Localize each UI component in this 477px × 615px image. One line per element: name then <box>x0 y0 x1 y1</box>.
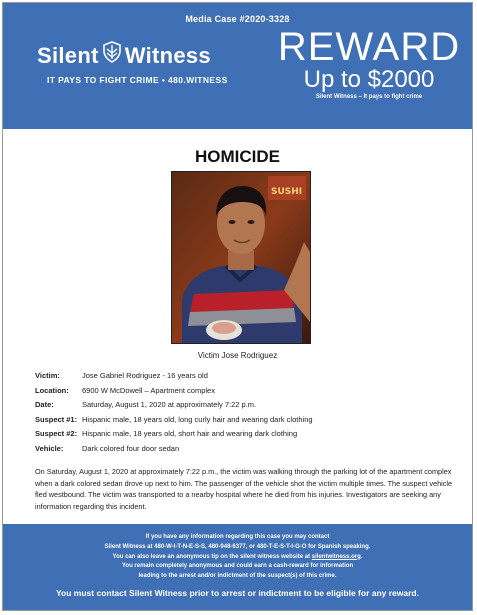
detail-label: Location: <box>35 385 69 395</box>
media-case-number: Media Case #2020-3328 <box>185 14 290 24</box>
contact-line-3-end: . <box>360 553 363 560</box>
photo-caption: Victim Jose Rodriguez <box>197 351 278 360</box>
eligibility-notice: You must contact Silent Witness prior to arrest or indictment to be eligible for any reward. <box>56 588 419 598</box>
detail-label: Victim: <box>35 371 60 380</box>
detail-value: 6900 W McDowell – Apartment complex <box>82 385 215 395</box>
detail-row-vehicle <box>35 444 455 459</box>
contact-line-5: leading to the arrest and/or indictment of the suspect(s) of this crime. <box>138 573 337 580</box>
shield-logo-icon <box>102 41 122 69</box>
case-narrative: On Saturday, August 1, 2020 at approximately 7:22 p.m., the victim was walking through the parking lot of the apartment complex when a dark colored sedan drove up next to him. The passenger of the vehicle shot the victim multiple times. The suspect vehicle fled westbound. The victim was transported to a nearby hospital where he died from his injuries. Investigators are seeking any information regarding this incident. <box>35 467 453 511</box>
detail-value: Hispanic male, 18 years old, short hair and wearing dark clothing <box>82 429 298 438</box>
contact-line-1: If you have any information regarding this case you may contact <box>145 534 330 540</box>
website-link[interactable]: silentwitness.org <box>311 553 361 560</box>
detail-row-date <box>35 400 455 415</box>
contact-line-3-text: You can also leave an anonymous tip on the silent witness website at <box>112 553 312 560</box>
sushi-sign-text: SUSHI <box>271 187 303 197</box>
detail-label: Suspect #2: <box>35 429 78 438</box>
footer-banner <box>3 524 472 611</box>
victim-photo <box>171 171 311 344</box>
brand-word-left: Silent <box>37 43 99 68</box>
detail-label: Suspect #1: <box>35 414 78 424</box>
header-banner <box>3 3 472 129</box>
reward-amount: Up to $2000 <box>303 66 435 93</box>
contact-line-2: Silent Witness at 480-W-I-T-N-E-S-S, 480-948-6377, or 480-T-E-S-T-I-G-O for Spanish speaking. <box>104 543 371 550</box>
detail-row-victim <box>35 371 455 386</box>
detail-row-suspect-2 <box>35 429 455 444</box>
detail-row-suspect-1 <box>35 415 455 430</box>
detail-row-location <box>35 386 455 401</box>
case-details <box>35 371 455 458</box>
detail-value: Hispanic male, 18 years old, long curly hair and wearing dark clothing <box>82 414 313 424</box>
brand-logo <box>37 43 211 69</box>
contact-info <box>3 533 472 582</box>
detail-label: Date: <box>35 400 54 409</box>
detail-value: Jose Gabriel Rodriguez - 16 years old <box>82 371 208 380</box>
detail-value: Saturday, August 1, 2020 at approximately 7:22 p.m. <box>82 400 257 409</box>
detail-value: Dark colored four door sedan <box>82 443 180 453</box>
contact-line-3 <box>3 553 472 563</box>
crime-title: HOMICIDE <box>195 147 280 166</box>
brand-word-right: Witness <box>124 43 211 68</box>
reward-subtitle: Silent Witness – It pays to fight crime <box>315 94 423 100</box>
contact-line-4: You remain completely anonymous and could earn a cash-reward for information <box>121 563 354 570</box>
brand-tagline: IT PAYS TO FIGHT CRIME • 480.WITNESS <box>47 75 228 85</box>
reward-title: REWARD <box>277 25 461 69</box>
detail-label: Vehicle: <box>35 443 64 453</box>
flyer <box>2 2 473 611</box>
